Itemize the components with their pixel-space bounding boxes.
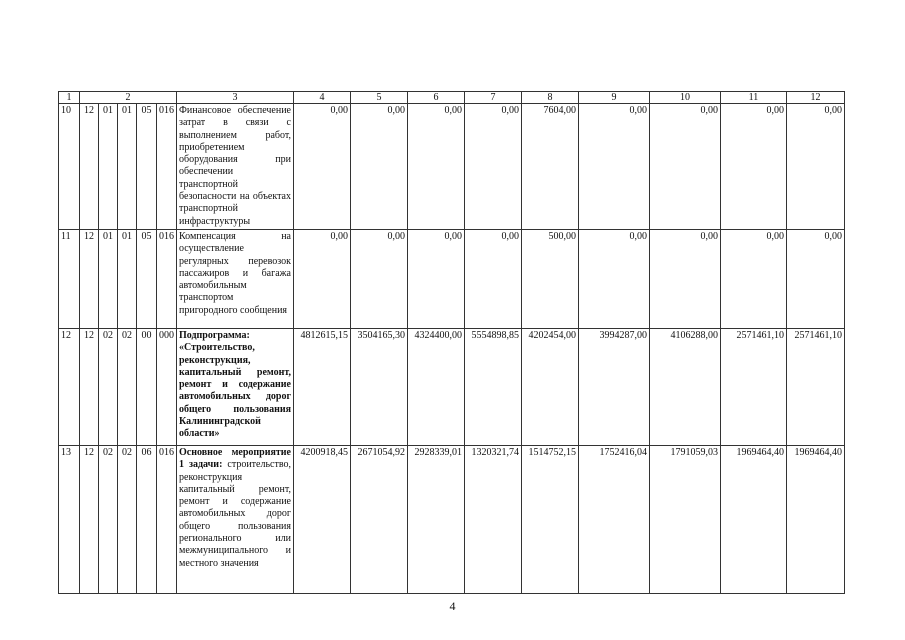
value-cell: 4812615,15 (294, 328, 351, 445)
row-name: Компенсация на осуществление регулярных перевозок пассажиров и багажа автомобильным транспортом пригородного сообщения (177, 229, 294, 328)
row-name-bold: Основное мероприятие 1 задачи: (179, 446, 291, 471)
value-cell: 4200918,45 (294, 445, 351, 593)
value-cell: 3994287,00 (579, 328, 650, 445)
header-cell: 4 (294, 92, 351, 104)
value-cell: 2571461,10 (787, 328, 845, 445)
code-cell: 06 (137, 445, 157, 593)
code-cell: 02 (99, 445, 118, 593)
code-cell: 05 (137, 104, 157, 230)
code-cell: 01 (99, 229, 118, 328)
value-cell: 0,00 (408, 229, 465, 328)
value-cell: 4202454,00 (522, 328, 579, 445)
value-cell: 0,00 (294, 104, 351, 230)
value-cell: 0,00 (294, 229, 351, 328)
header-cell: 6 (408, 92, 465, 104)
value-cell: 2571461,10 (721, 328, 787, 445)
code-cell: 016 (157, 445, 177, 593)
page-number: 4 (449, 599, 456, 613)
table-row (59, 328, 845, 445)
code-cell: 01 (118, 229, 137, 328)
header-cell: 3 (177, 92, 294, 104)
header-cell: 9 (579, 92, 650, 104)
budget-table (58, 91, 845, 594)
value-cell: 0,00 (650, 229, 721, 328)
header-cell: 1 (59, 92, 80, 104)
code-cell: 02 (118, 445, 137, 593)
value-cell: 3504165,30 (351, 328, 408, 445)
table-row (59, 229, 845, 328)
value-cell: 0,00 (721, 104, 787, 230)
header-cell: 12 (787, 92, 845, 104)
value-cell: 0,00 (721, 229, 787, 328)
code-cell: 000 (157, 328, 177, 445)
code-cell: 00 (137, 328, 157, 445)
header-cell: 5 (351, 92, 408, 104)
value-cell: 7604,00 (522, 104, 579, 230)
code-cell: 12 (80, 104, 99, 230)
code-cell: 12 (80, 229, 99, 328)
value-cell: 4324400,00 (408, 328, 465, 445)
value-cell: 2671054,92 (351, 445, 408, 593)
value-cell: 0,00 (579, 229, 650, 328)
value-cell: 1752416,04 (579, 445, 650, 593)
row-name: Подпрограмма: «Строительство, реконструкция, капитальный ремонт, ремонт и содержание автомобильных дорог общего пользования Калининградской области» (177, 328, 294, 445)
header-cell: 11 (721, 92, 787, 104)
value-cell: 0,00 (579, 104, 650, 230)
code-cell: 02 (118, 328, 137, 445)
code-cell: 12 (80, 328, 99, 445)
code-cell: 02 (99, 328, 118, 445)
header-cell: 8 (522, 92, 579, 104)
code-cell: 05 (137, 229, 157, 328)
row-number: 10 (59, 104, 80, 230)
value-cell: 4106288,00 (650, 328, 721, 445)
value-cell: 0,00 (351, 229, 408, 328)
value-cell: 0,00 (465, 104, 522, 230)
code-cell: 01 (118, 104, 137, 230)
value-cell: 5554898,85 (465, 328, 522, 445)
value-cell: 2928339,01 (408, 445, 465, 593)
row-number: 11 (59, 229, 80, 328)
header-cell: 7 (465, 92, 522, 104)
value-cell: 0,00 (465, 229, 522, 328)
table-row (59, 445, 845, 593)
value-cell: 0,00 (351, 104, 408, 230)
table-row (59, 104, 845, 230)
row-number: 13 (59, 445, 80, 593)
value-cell: 0,00 (787, 229, 845, 328)
value-cell: 1791059,03 (650, 445, 721, 593)
row-name-cell (177, 445, 294, 593)
value-cell: 0,00 (650, 104, 721, 230)
value-cell: 1969464,40 (721, 445, 787, 593)
value-cell: 1969464,40 (787, 445, 845, 593)
row-number: 12 (59, 328, 80, 445)
value-cell: 1514752,15 (522, 445, 579, 593)
code-cell: 016 (157, 104, 177, 230)
column-number-row (59, 92, 845, 104)
code-cell: 016 (157, 229, 177, 328)
value-cell: 0,00 (408, 104, 465, 230)
code-cell: 01 (99, 104, 118, 230)
header-cell: 10 (650, 92, 721, 104)
value-cell: 500,00 (522, 229, 579, 328)
row-name: строительство, реконструкция капитальный ремонт, ремонт и содержание автомобильных дорог общего пользования регионального или межмуниципального и местного значения (179, 459, 291, 569)
value-cell: 1320321,74 (465, 445, 522, 593)
header-cell: 2 (80, 92, 177, 104)
row-name: Финансовое обеспечение затрат в связи с выполнением работ, приобретением оборудования при обеспечении транспортной безопасности на объектах транспортной инфраструктуры (177, 104, 294, 230)
value-cell: 0,00 (787, 104, 845, 230)
code-cell: 12 (80, 445, 99, 593)
